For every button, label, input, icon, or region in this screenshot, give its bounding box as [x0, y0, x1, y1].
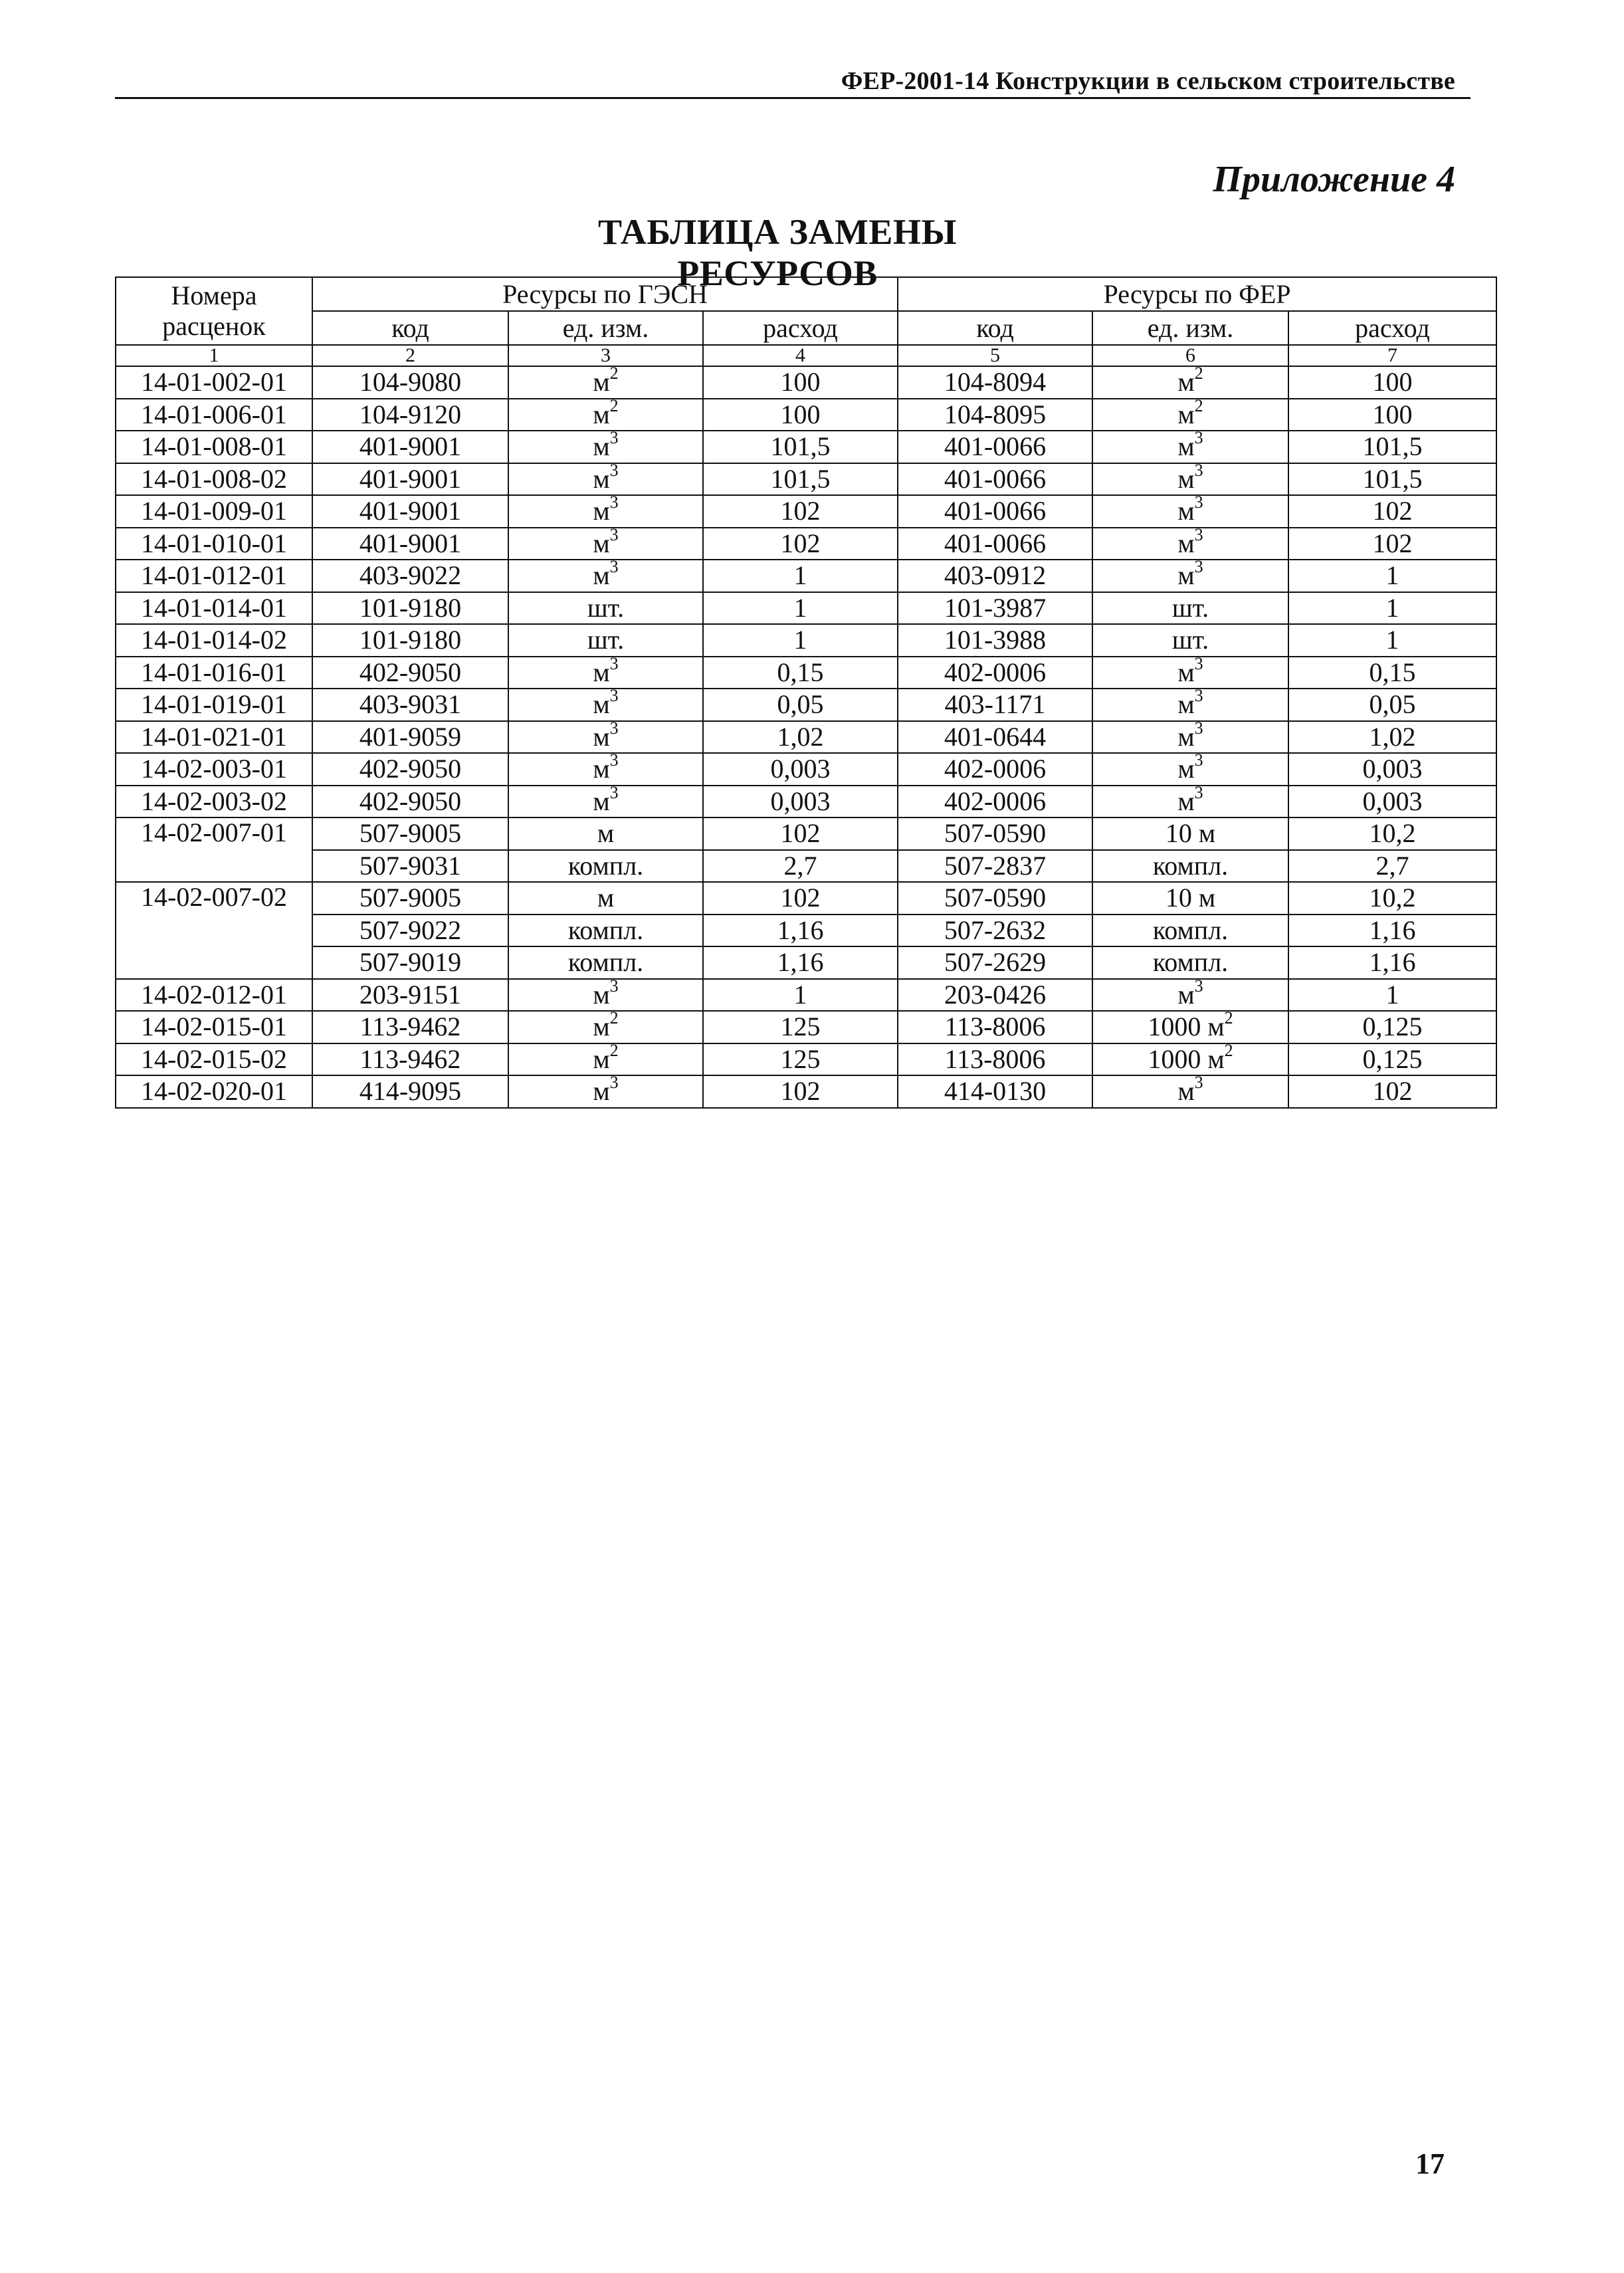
gesn-unit-cell	[508, 1075, 703, 1108]
rate-numbers-header: Номера расценок	[116, 277, 312, 345]
table-row	[116, 624, 1496, 657]
gesn-consumption-cell: 102	[703, 495, 898, 528]
column-number: 4	[703, 345, 898, 366]
rate-number-cell: 14-01-014-02	[116, 624, 312, 657]
gesn-unit-cell	[508, 850, 703, 883]
unit-exponent: 2	[1194, 366, 1203, 383]
gesn-code-cell: 401-9001	[312, 431, 508, 463]
table-row	[116, 979, 1496, 1012]
rate-number-cell: 14-01-012-01	[116, 560, 312, 592]
unit-exponent: 3	[609, 495, 619, 512]
fer-unit-cell	[1092, 753, 1288, 786]
appendix-label: Приложение 4	[1213, 159, 1455, 200]
fer-unit-cell	[1092, 786, 1288, 818]
unit-text: м	[593, 496, 610, 526]
fer-unit-cell	[1092, 431, 1288, 463]
fer-consumption-cell: 10,2	[1288, 817, 1496, 850]
gesn-consumption-cell: 102	[703, 882, 898, 915]
unit-exponent: 3	[1194, 1075, 1203, 1093]
fer-consumption-cell: 102	[1288, 495, 1496, 528]
rate-number-cell: 14-01-010-01	[116, 528, 312, 560]
unit-text: м	[593, 560, 610, 591]
gesn-code-cell: 507-9005	[312, 882, 508, 915]
table-row	[116, 721, 1496, 754]
gesn-code-cell: 401-9001	[312, 463, 508, 496]
fer-unit-cell	[1092, 560, 1288, 592]
fer-code-cell: 507-2837	[898, 850, 1092, 883]
unit-text: м	[1177, 1076, 1195, 1107]
table-row	[116, 657, 1496, 689]
unit-text: м	[593, 399, 610, 429]
unit-text: шт.	[1171, 592, 1209, 623]
gesn-unit-cell	[508, 560, 703, 592]
gesn-unit-cell	[508, 817, 703, 850]
unit-exponent: 3	[1194, 560, 1203, 577]
unit-exponent: 2	[609, 366, 619, 383]
gesn-consumption-cell: 0,05	[703, 689, 898, 721]
fer-unit-cell	[1092, 528, 1288, 560]
unit-text: м	[597, 818, 615, 849]
gesn-code-cell: 507-9022	[312, 915, 508, 947]
unit-exponent: 3	[1194, 720, 1203, 738]
unit-exponent: 3	[609, 560, 619, 577]
gesn-unit-cell	[508, 528, 703, 560]
table-title: ТАБЛИЦА ЗАМЕНЫ РЕСУРСОВ	[598, 212, 957, 293]
fer-code-cell: 203-0426	[898, 979, 1092, 1012]
gesn-code-cell: 101-9180	[312, 624, 508, 657]
fer-code-header: код	[898, 311, 1092, 345]
fer-consumption-cell: 1	[1288, 979, 1496, 1012]
gesn-unit-cell	[508, 431, 703, 463]
fer-code-cell: 402-0006	[898, 753, 1092, 786]
unit-text: м	[1177, 754, 1195, 784]
gesn-unit-cell	[508, 624, 703, 657]
fer-unit-cell	[1092, 366, 1288, 399]
gesn-consumption-cell: 1,16	[703, 915, 898, 947]
fer-unit-cell	[1092, 946, 1288, 979]
unit-text: м	[1177, 979, 1195, 1010]
fer-code-cell: 403-1171	[898, 689, 1092, 721]
rate-number-cell: 14-02-015-01	[116, 1011, 312, 1043]
fer-code-cell: 401-0066	[898, 528, 1092, 560]
fer-consumption-cell: 0,003	[1288, 786, 1496, 818]
unit-text: компл.	[567, 915, 644, 945]
unit-text: 10 м	[1165, 818, 1216, 849]
fer-group-header: Ресурсы по ФЕР	[898, 277, 1496, 311]
table-row	[116, 495, 1496, 528]
gesn-group-header: Ресурсы по ГЭСН	[312, 277, 898, 311]
unit-exponent: 3	[1194, 495, 1203, 512]
fer-consumption-cell: 101,5	[1288, 431, 1496, 463]
gesn-unit-cell	[508, 786, 703, 818]
fer-code-cell: 401-0644	[898, 721, 1092, 754]
fer-consumption-cell: 10,2	[1288, 882, 1496, 915]
unit-text: м	[593, 1012, 610, 1042]
rate-number-cell: 14-01-016-01	[116, 657, 312, 689]
rate-number-cell: 14-02-003-02	[116, 786, 312, 818]
gesn-consumption-cell: 102	[703, 1075, 898, 1108]
gesn-code-cell: 507-9031	[312, 850, 508, 883]
fer-consumption-cell: 0,125	[1288, 1011, 1496, 1043]
table-row	[116, 786, 1496, 818]
fer-code-cell: 401-0066	[898, 463, 1092, 496]
fer-code-cell: 401-0066	[898, 495, 1092, 528]
unit-exponent: 3	[609, 431, 619, 448]
fer-consumption-header: расход	[1288, 311, 1496, 345]
gesn-consumption-cell: 100	[703, 399, 898, 431]
gesn-consumption-cell: 1	[703, 592, 898, 625]
unit-exponent: 3	[609, 656, 619, 673]
gesn-consumption-cell: 101,5	[703, 431, 898, 463]
gesn-consumption-cell: 1	[703, 560, 898, 592]
fer-code-cell: 402-0006	[898, 786, 1092, 818]
gesn-unit-cell	[508, 495, 703, 528]
unit-text: м	[1177, 367, 1195, 397]
unit-exponent: 3	[609, 785, 619, 802]
gesn-code-cell: 401-9001	[312, 528, 508, 560]
unit-text: м	[593, 528, 610, 558]
unit-exponent: 2	[609, 1043, 619, 1060]
fer-code-cell: 113-8006	[898, 1011, 1092, 1043]
fer-unit-cell	[1092, 850, 1288, 883]
gesn-consumption-cell: 1,16	[703, 946, 898, 979]
unit-text: м	[593, 463, 610, 494]
gesn-code-cell: 414-9095	[312, 1075, 508, 1108]
gesn-code-cell: 403-9031	[312, 689, 508, 721]
unit-exponent: 3	[1194, 656, 1203, 673]
fer-code-cell: 402-0006	[898, 657, 1092, 689]
unit-text: м	[1177, 786, 1195, 816]
fer-code-cell: 113-8006	[898, 1043, 1092, 1076]
fer-consumption-cell: 1,16	[1288, 915, 1496, 947]
table-row	[116, 946, 1496, 979]
fer-code-cell: 507-0590	[898, 882, 1092, 915]
column-number: 5	[898, 345, 1092, 366]
unit-text: м	[593, 786, 610, 816]
gesn-consumption-cell: 125	[703, 1043, 898, 1076]
unit-text: м	[1177, 528, 1195, 558]
unit-text: м	[1177, 399, 1195, 429]
column-number: 1	[116, 345, 312, 366]
gesn-consumption-cell: 1,02	[703, 721, 898, 754]
fer-consumption-cell: 102	[1288, 1075, 1496, 1108]
fer-unit-cell	[1092, 979, 1288, 1012]
unit-exponent: 3	[609, 463, 619, 480]
unit-exponent: 2	[1224, 1011, 1233, 1028]
fer-unit-cell	[1092, 1011, 1288, 1043]
gesn-consumption-cell: 1	[703, 624, 898, 657]
gesn-unit-cell	[508, 882, 703, 915]
unit-exponent: 3	[1194, 527, 1203, 544]
table-row	[116, 560, 1496, 592]
gesn-consumption-cell: 0,15	[703, 657, 898, 689]
fer-consumption-cell: 100	[1288, 366, 1496, 399]
fer-consumption-cell: 102	[1288, 528, 1496, 560]
gesn-consumption-cell: 0,003	[703, 753, 898, 786]
gesn-consumption-cell: 102	[703, 817, 898, 850]
gesn-unit-cell	[508, 979, 703, 1012]
rate-number-cell: 14-02-007-01	[116, 817, 312, 882]
fer-unit-cell	[1092, 495, 1288, 528]
table-row	[116, 915, 1496, 947]
gesn-consumption-cell: 102	[703, 528, 898, 560]
fer-code-cell: 507-2632	[898, 915, 1092, 947]
fer-unit-cell	[1092, 1075, 1288, 1108]
fer-unit-cell	[1092, 915, 1288, 947]
unit-exponent: 2	[609, 398, 619, 415]
fer-unit-cell	[1092, 624, 1288, 657]
unit-exponent: 2	[609, 1011, 619, 1028]
unit-text: м	[593, 979, 610, 1010]
header-row-subcolumns	[116, 311, 1496, 345]
unit-text: м	[593, 367, 610, 397]
table-row	[116, 463, 1496, 496]
rate-number-cell: 14-02-020-01	[116, 1075, 312, 1108]
unit-text: м	[593, 689, 610, 720]
fer-code-cell: 507-0590	[898, 817, 1092, 850]
column-number: 3	[508, 345, 703, 366]
gesn-unit-cell	[508, 592, 703, 625]
column-number: 2	[312, 345, 508, 366]
gesn-code-cell: 113-9462	[312, 1011, 508, 1043]
table-row	[116, 528, 1496, 560]
header-row-groups	[116, 277, 1496, 311]
unit-text: 1000 м	[1148, 1043, 1225, 1074]
gesn-consumption-cell: 1	[703, 979, 898, 1012]
page-number: 17	[1415, 2147, 1445, 2180]
fer-unit-cell	[1092, 592, 1288, 625]
fer-code-cell: 401-0066	[898, 431, 1092, 463]
table-row	[116, 753, 1496, 786]
unit-exponent: 3	[1194, 689, 1203, 706]
unit-exponent: 3	[1194, 431, 1203, 448]
fer-consumption-cell: 0,15	[1288, 657, 1496, 689]
unit-text: компл.	[1152, 915, 1229, 945]
table-row	[116, 592, 1496, 625]
gesn-consumption-cell: 125	[703, 1011, 898, 1043]
fer-unit-cell	[1092, 817, 1288, 850]
table-row	[116, 1011, 1496, 1043]
fer-consumption-cell: 0,003	[1288, 753, 1496, 786]
unit-text: м	[1177, 721, 1195, 752]
unit-exponent: 3	[609, 978, 619, 996]
gesn-code-cell: 104-9120	[312, 399, 508, 431]
gesn-code-cell: 402-9050	[312, 657, 508, 689]
gesn-code-cell: 403-9022	[312, 560, 508, 592]
rate-number-cell: 14-02-007-02	[116, 882, 312, 979]
unit-text: 10 м	[1165, 883, 1216, 913]
gesn-code-cell: 104-9080	[312, 366, 508, 399]
gesn-unit-cell	[508, 753, 703, 786]
unit-text: м	[593, 657, 610, 687]
unit-text: м	[593, 721, 610, 752]
unit-text: м	[593, 754, 610, 784]
gesn-consumption-cell: 100	[703, 366, 898, 399]
gesn-unit-cell	[508, 721, 703, 754]
unit-text: компл.	[1152, 850, 1229, 881]
fer-code-cell: 101-3988	[898, 624, 1092, 657]
rate-number-cell: 14-01-019-01	[116, 689, 312, 721]
unit-text: м	[1177, 463, 1195, 494]
gesn-unit-cell	[508, 915, 703, 947]
gesn-unit-cell	[508, 946, 703, 979]
gesn-consumption-cell: 101,5	[703, 463, 898, 496]
unit-text: м	[1177, 560, 1195, 591]
gesn-unit-cell	[508, 689, 703, 721]
gesn-code-cell: 113-9462	[312, 1043, 508, 1076]
gesn-unit-cell	[508, 399, 703, 431]
gesn-consumption-cell: 0,003	[703, 786, 898, 818]
fer-unit-cell	[1092, 463, 1288, 496]
fer-consumption-cell: 100	[1288, 399, 1496, 431]
gesn-consumption-header: расход	[703, 311, 898, 345]
fer-consumption-cell: 1,02	[1288, 721, 1496, 754]
fer-code-cell: 104-8095	[898, 399, 1092, 431]
fer-consumption-cell: 0,05	[1288, 689, 1496, 721]
unit-text: компл.	[1152, 947, 1229, 978]
fer-code-cell: 101-3987	[898, 592, 1092, 625]
unit-text: м	[1177, 689, 1195, 720]
unit-exponent: 3	[609, 720, 619, 738]
fer-consumption-cell: 1	[1288, 624, 1496, 657]
unit-text: м	[1177, 657, 1195, 687]
gesn-unit-cell	[508, 366, 703, 399]
fer-unit-cell	[1092, 882, 1288, 915]
header-rule	[115, 97, 1471, 99]
gesn-code-header: код	[312, 311, 508, 345]
unit-exponent: 3	[1194, 978, 1203, 996]
running-title: ФЕР-2001-14 Конструкции в сельском строительстве	[841, 67, 1455, 95]
gesn-unit-cell	[508, 463, 703, 496]
unit-text: м	[593, 431, 610, 462]
unit-text: компл.	[567, 947, 644, 978]
fer-unit-cell	[1092, 689, 1288, 721]
fer-unit-cell	[1092, 721, 1288, 754]
unit-exponent: 3	[609, 527, 619, 544]
unit-exponent: 2	[1194, 398, 1203, 415]
fer-code-cell: 403-0912	[898, 560, 1092, 592]
unit-text: шт.	[587, 592, 625, 623]
fer-unit-cell	[1092, 657, 1288, 689]
rate-number-cell: 14-01-008-01	[116, 431, 312, 463]
table-row	[116, 689, 1496, 721]
unit-text: м	[593, 1076, 610, 1107]
rate-number-cell: 14-01-002-01	[116, 366, 312, 399]
fer-consumption-cell: 1,16	[1288, 946, 1496, 979]
fer-consumption-cell: 0,125	[1288, 1043, 1496, 1076]
fer-unit-cell	[1092, 1043, 1288, 1076]
unit-exponent: 2	[1224, 1043, 1233, 1060]
rate-number-cell: 14-02-003-01	[116, 753, 312, 786]
unit-text: м	[593, 1043, 610, 1074]
unit-text: м	[597, 883, 615, 913]
unit-text: компл.	[567, 850, 644, 881]
fer-unit-cell	[1092, 399, 1288, 431]
table-row	[116, 366, 1496, 399]
fer-unit-header: ед. изм.	[1092, 311, 1288, 345]
gesn-code-cell: 402-9050	[312, 753, 508, 786]
gesn-code-cell: 507-9005	[312, 817, 508, 850]
gesn-code-cell: 401-9001	[312, 495, 508, 528]
fer-consumption-cell: 1	[1288, 592, 1496, 625]
unit-text: м	[1177, 431, 1195, 462]
gesn-code-cell: 101-9180	[312, 592, 508, 625]
fer-consumption-cell: 101,5	[1288, 463, 1496, 496]
unit-exponent: 3	[1194, 785, 1203, 802]
gesn-code-cell: 507-9019	[312, 946, 508, 979]
gesn-unit-cell	[508, 657, 703, 689]
table-row	[116, 1075, 1496, 1108]
gesn-code-cell: 401-9059	[312, 721, 508, 754]
gesn-code-cell: 203-9151	[312, 979, 508, 1012]
fer-code-cell: 507-2629	[898, 946, 1092, 979]
unit-text: шт.	[587, 625, 625, 655]
fer-consumption-cell: 1	[1288, 560, 1496, 592]
unit-exponent: 3	[609, 1075, 619, 1093]
table-row	[116, 1043, 1496, 1076]
gesn-consumption-cell: 2,7	[703, 850, 898, 883]
column-number: 6	[1092, 345, 1288, 366]
rate-number-cell: 14-02-012-01	[116, 979, 312, 1012]
fer-consumption-cell: 2,7	[1288, 850, 1496, 883]
gesn-unit-header: ед. изм.	[508, 311, 703, 345]
rate-number-cell: 14-01-021-01	[116, 721, 312, 754]
gesn-unit-cell	[508, 1043, 703, 1076]
fer-code-cell: 104-8094	[898, 366, 1092, 399]
table-row	[116, 431, 1496, 463]
rate-number-cell: 14-01-008-02	[116, 463, 312, 496]
gesn-unit-cell	[508, 1011, 703, 1043]
fer-code-cell: 414-0130	[898, 1075, 1092, 1108]
rate-number-cell: 14-01-009-01	[116, 495, 312, 528]
unit-text: 1000 м	[1148, 1012, 1225, 1042]
table-row	[116, 850, 1496, 883]
unit-exponent: 3	[1194, 463, 1203, 480]
gesn-code-cell: 402-9050	[312, 786, 508, 818]
column-number-row	[116, 345, 1496, 366]
column-number: 7	[1288, 345, 1496, 366]
table-row	[116, 817, 1496, 850]
unit-text: м	[1177, 496, 1195, 526]
unit-text: шт.	[1171, 625, 1209, 655]
unit-exponent: 3	[609, 753, 619, 770]
table-row	[116, 399, 1496, 431]
resource-replacement-table	[115, 276, 1497, 1109]
table-row	[116, 882, 1496, 915]
unit-exponent: 3	[609, 689, 619, 706]
unit-exponent: 3	[1194, 753, 1203, 770]
rate-number-cell: 14-01-014-01	[116, 592, 312, 625]
rate-number-cell: 14-01-006-01	[116, 399, 312, 431]
rate-number-cell: 14-02-015-02	[116, 1043, 312, 1076]
